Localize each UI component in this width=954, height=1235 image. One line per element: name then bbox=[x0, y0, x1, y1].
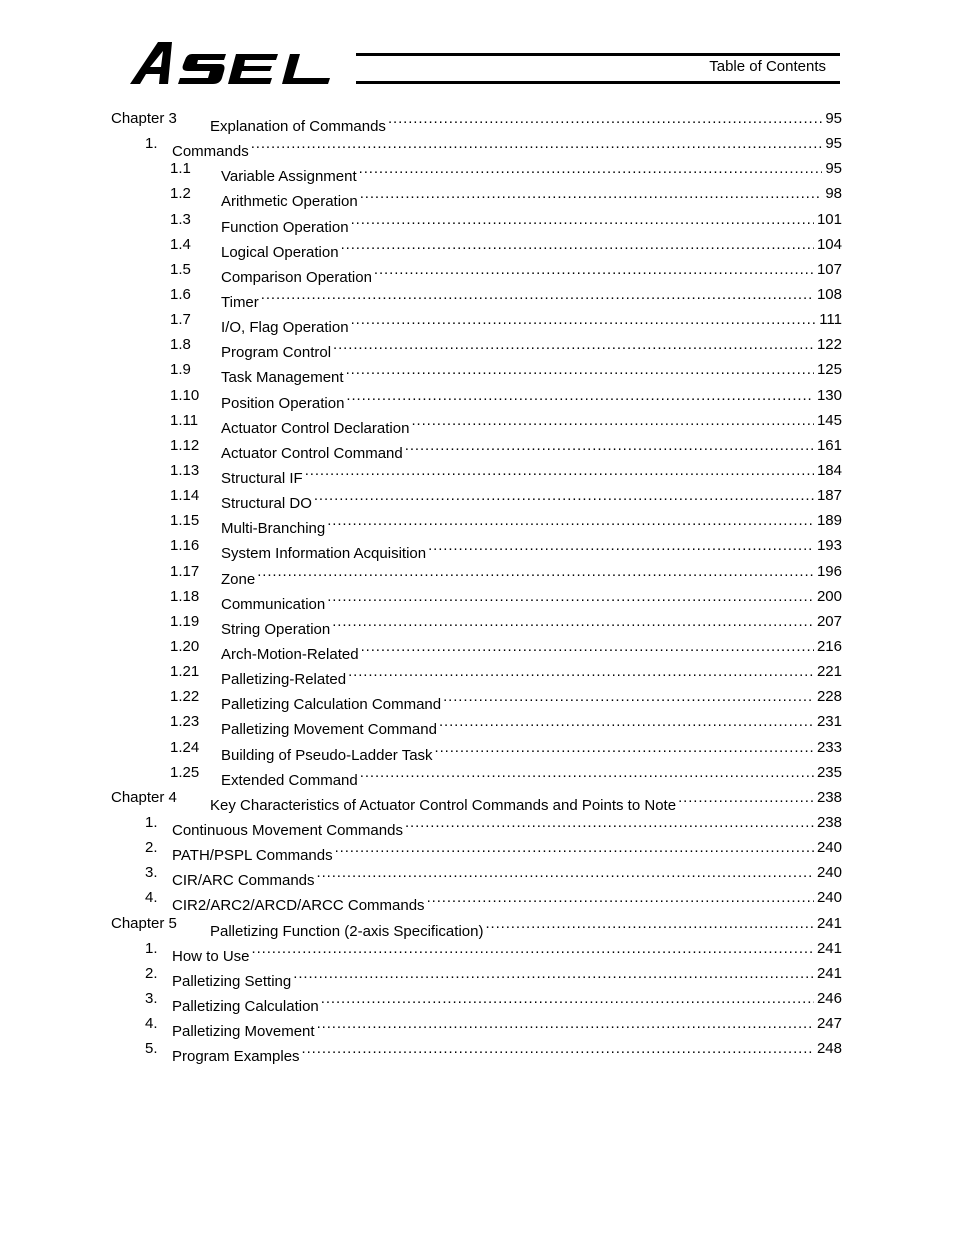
toc-entry-title: Arithmetic Operation bbox=[221, 189, 360, 214]
toc-entry-title: Palletizing Calculation bbox=[172, 994, 321, 1019]
toc-entry-title: Structural DO bbox=[221, 491, 314, 516]
toc-entry-leader bbox=[251, 131, 842, 156]
toc-entry-title: Structural IF bbox=[221, 466, 305, 491]
toc-entry-page: 238 bbox=[814, 810, 842, 835]
toc-entry-page: 98 bbox=[822, 181, 842, 206]
toc-entry-leader bbox=[411, 408, 842, 433]
toc-entry[interactable] bbox=[0, 232, 954, 261]
toc-entry-number: 1.15 bbox=[170, 512, 200, 530]
toc-entry-page: 241 bbox=[814, 911, 842, 936]
toc-entry-number: 1.14 bbox=[170, 487, 200, 505]
toc-entry-page: 125 bbox=[814, 357, 842, 382]
toc-entry-page: 246 bbox=[814, 986, 842, 1011]
toc-entry[interactable] bbox=[0, 835, 954, 865]
toc-entry[interactable] bbox=[0, 810, 954, 839]
toc-entry-page: 221 bbox=[814, 659, 842, 684]
toc-entry-number: 1.5 bbox=[170, 260, 191, 278]
toc-entry-title: Variable Assignment bbox=[221, 164, 359, 189]
toc-entry-leader bbox=[360, 760, 842, 785]
toc-entry-number: 1.7 bbox=[170, 311, 191, 329]
toc-entry-title: Timer bbox=[221, 290, 261, 315]
toc-entry[interactable] bbox=[0, 357, 954, 387]
toc-entry[interactable] bbox=[0, 684, 954, 714]
toc-entry-title: I/O, Flag Operation bbox=[221, 315, 351, 340]
toc-entry[interactable] bbox=[0, 332, 954, 362]
toc-entry[interactable] bbox=[0, 483, 954, 513]
toc-entry-page: 95 bbox=[822, 156, 842, 181]
toc-entry-number: 1.1 bbox=[170, 160, 191, 178]
toc-entry-leader bbox=[351, 207, 842, 232]
toc-entry[interactable] bbox=[0, 458, 954, 487]
toc-entry-leader bbox=[428, 533, 842, 558]
toc-entry[interactable] bbox=[0, 106, 954, 135]
toc-entry-page: 200 bbox=[814, 584, 842, 609]
toc-entry-leader bbox=[360, 181, 842, 206]
toc-entry-title: Task Management bbox=[221, 365, 346, 390]
toc-entry-title: Palletizing-Related bbox=[221, 667, 348, 692]
toc-entry-number: 1.22 bbox=[170, 688, 200, 706]
toc-entry[interactable] bbox=[0, 181, 954, 211]
toc-entry-title: CIR2/ARC2/ARCD/ARCC Commands bbox=[172, 893, 427, 918]
toc-entry[interactable] bbox=[0, 885, 954, 915]
toc-entry-title: Zone bbox=[221, 567, 257, 592]
toc-entry-leader bbox=[257, 559, 842, 584]
toc-entry-title: Extended Command bbox=[221, 768, 360, 793]
toc-entry[interactable] bbox=[0, 659, 954, 689]
toc-entry-title: Building of Pseudo-Ladder Task bbox=[221, 743, 435, 768]
toc-entry-number: 1.10 bbox=[170, 386, 200, 404]
toc-entry-leader bbox=[388, 106, 842, 131]
toc-entry-page: 107 bbox=[814, 257, 842, 282]
toc-entry[interactable] bbox=[0, 609, 954, 638]
toc-entry-number: 1.2 bbox=[170, 185, 191, 203]
toc-entry[interactable] bbox=[0, 307, 954, 337]
toc-entry-page: 161 bbox=[814, 433, 842, 458]
toc-entry-title: Palletizing Setting bbox=[172, 969, 293, 994]
toc-entry-title: Arch-Motion-Related bbox=[221, 642, 361, 667]
toc-entry-number: 1.11 bbox=[170, 411, 199, 429]
toc-entry-number: 2. bbox=[145, 964, 158, 982]
toc-entry-page: 187 bbox=[814, 483, 842, 508]
toc-entry-leader bbox=[317, 860, 842, 885]
toc-entry[interactable] bbox=[0, 433, 954, 462]
toc-entry-number: 1.20 bbox=[170, 637, 200, 655]
toc-entry-page: 240 bbox=[814, 885, 842, 910]
toc-entry[interactable] bbox=[0, 584, 954, 613]
toc-entry-number: 5. bbox=[145, 1040, 158, 1058]
toc-entry-title: Actuator Control Command bbox=[221, 441, 405, 466]
toc-entry-number: 1. bbox=[145, 135, 158, 153]
toc-entry-leader bbox=[443, 684, 842, 709]
toc-entry-number: 4. bbox=[145, 889, 158, 907]
toc-entry-leader bbox=[261, 282, 842, 307]
toc-entry-leader bbox=[293, 961, 842, 986]
toc-entry[interactable] bbox=[0, 785, 954, 814]
toc-entry-number: 1.25 bbox=[170, 763, 200, 781]
toc-entry[interactable] bbox=[0, 156, 954, 186]
toc-entry-number: Chapter 3 bbox=[111, 110, 177, 127]
toc-entry-title: Program Examples bbox=[172, 1044, 302, 1069]
toc-entry-title: Program Control bbox=[221, 340, 333, 365]
toc-entry[interactable] bbox=[0, 408, 954, 437]
toc-entry-page: 108 bbox=[814, 282, 842, 307]
toc-entry-page: 196 bbox=[814, 559, 842, 584]
toc-entry-number: 1.13 bbox=[170, 461, 200, 479]
toc-entry-page: 240 bbox=[814, 860, 842, 885]
header-rule-top bbox=[356, 53, 840, 56]
toc-entry-title: Actuator Control Declaration bbox=[221, 416, 411, 441]
toc-entry-leader bbox=[305, 458, 842, 483]
toc-entry-page: 101 bbox=[814, 207, 842, 232]
toc-entry-title: System Information Acquisition bbox=[221, 541, 428, 566]
toc-entry[interactable] bbox=[0, 735, 954, 764]
toc-entry-title: How to Use bbox=[172, 944, 252, 969]
toc-entry-leader bbox=[321, 986, 842, 1011]
toc-entry-leader bbox=[485, 911, 842, 936]
toc-entry-page: 235 bbox=[814, 760, 842, 785]
toc-entry[interactable] bbox=[0, 911, 954, 940]
toc-entry-title: Palletizing Movement bbox=[172, 1019, 317, 1044]
toc-entry-leader bbox=[405, 433, 842, 458]
toc-entry-number: 3. bbox=[145, 864, 158, 882]
toc-entry-page: 122 bbox=[814, 332, 842, 357]
toc-entry-leader bbox=[302, 1036, 842, 1061]
toc-entry-title: Continuous Movement Commands bbox=[172, 818, 405, 843]
toc-entry-leader bbox=[314, 483, 842, 508]
toc-entry-page: 247 bbox=[814, 1011, 842, 1036]
toc-entry-leader bbox=[359, 156, 842, 181]
toc-entry-title: PATH/PSPL Commands bbox=[172, 843, 335, 868]
toc-entry-page: 241 bbox=[814, 961, 842, 986]
toc-entry[interactable] bbox=[0, 936, 954, 965]
toc-entry-title: Key Characteristics of Actuator Control Commands and Points to Note bbox=[210, 793, 678, 818]
toc-entry-number: 1.9 bbox=[170, 361, 191, 379]
toc-entry-page: 240 bbox=[814, 835, 842, 860]
toc-entry-leader bbox=[346, 383, 842, 408]
toc-entry-leader bbox=[341, 232, 842, 257]
toc-entry-title: Communication bbox=[221, 592, 327, 617]
toc-entry-leader bbox=[348, 659, 842, 684]
toc-entry-number: 4. bbox=[145, 1015, 158, 1033]
toc-entry-page: 95 bbox=[822, 131, 842, 156]
toc-entry-title: Multi-Branching bbox=[221, 516, 327, 541]
toc-entry[interactable] bbox=[0, 282, 954, 311]
toc-entry-leader bbox=[427, 885, 842, 910]
toc-entry-page: 207 bbox=[814, 609, 842, 634]
toc-entry[interactable] bbox=[0, 533, 954, 563]
toc-entry-title: Function Operation bbox=[221, 215, 351, 240]
toc-entry-page: 238 bbox=[814, 785, 842, 810]
toc-entry-number: 1.23 bbox=[170, 713, 200, 731]
toc-entry-leader bbox=[327, 584, 842, 609]
toc-entry-number: 2. bbox=[145, 839, 158, 857]
toc-entry-leader bbox=[335, 835, 842, 860]
toc-entry-title: String Operation bbox=[221, 617, 332, 642]
toc-entry-page: 216 bbox=[814, 634, 842, 659]
toc-entry[interactable] bbox=[0, 709, 954, 739]
toc-entry-page: 95 bbox=[822, 106, 842, 131]
toc-entry-number: Chapter 4 bbox=[111, 788, 177, 806]
toc-entry[interactable] bbox=[0, 961, 954, 990]
toc-entry-page: 189 bbox=[814, 508, 842, 533]
header-rule-bottom bbox=[356, 81, 840, 84]
toc-entry-number: 1. bbox=[145, 813, 158, 831]
toc-entry-number: 3. bbox=[145, 989, 158, 1007]
toc-entry-number: 1.8 bbox=[170, 336, 191, 354]
toc-entry-leader bbox=[333, 332, 842, 357]
toc-entry-number: 1.3 bbox=[170, 210, 191, 228]
toc-entry-title: Palletizing Calculation Command bbox=[221, 692, 443, 717]
toc-entry-title: Comparison Operation bbox=[221, 265, 374, 290]
toc-entry[interactable] bbox=[0, 383, 954, 412]
toc-entry[interactable] bbox=[0, 860, 954, 890]
toc-entry-page: 233 bbox=[814, 735, 842, 760]
toc-entry-number: Chapter 5 bbox=[111, 914, 177, 932]
toc-entry-title-wrap bbox=[172, 1036, 842, 1069]
toc-entry[interactable] bbox=[0, 760, 954, 789]
toc-entry-page: 184 bbox=[814, 458, 842, 483]
toc-entry[interactable] bbox=[0, 207, 954, 236]
toc-entry[interactable] bbox=[0, 131, 954, 161]
toc-entry[interactable] bbox=[0, 986, 954, 1015]
toc-entry-page: 248 bbox=[814, 1036, 842, 1061]
toc-entry-number: 1.24 bbox=[170, 738, 200, 756]
toc-entry-title: Position Operation bbox=[221, 391, 346, 416]
toc-entry-title: CIR/ARC Commands bbox=[172, 868, 317, 893]
toc-entry[interactable] bbox=[0, 1011, 954, 1041]
table-of-contents bbox=[0, 106, 954, 1066]
toc-entry-leader bbox=[252, 936, 842, 961]
toc-entry-leader bbox=[374, 257, 842, 282]
toc-entry-title: Explanation of Commands bbox=[210, 114, 388, 139]
toc-entry-number: 1.12 bbox=[170, 436, 200, 454]
section-title: Table of Contents bbox=[709, 58, 826, 75]
toc-entry-number: 1. bbox=[145, 939, 158, 957]
toc-entry-page: 145 bbox=[814, 408, 842, 433]
toc-entry-leader bbox=[332, 609, 842, 634]
toc-entry[interactable] bbox=[0, 559, 954, 588]
toc-entry-leader bbox=[327, 508, 842, 533]
toc-entry-title: Commands bbox=[172, 139, 251, 164]
page-header bbox=[0, 0, 954, 100]
toc-entry-leader bbox=[435, 735, 842, 760]
toc-entry-title: Logical Operation bbox=[221, 240, 341, 265]
toc-entry-leader bbox=[361, 634, 842, 659]
toc-entry-leader bbox=[405, 810, 842, 835]
toc-entry-page: 193 bbox=[814, 533, 842, 558]
toc-entry-number: 1.19 bbox=[170, 612, 200, 630]
toc-entry-number: 1.16 bbox=[170, 537, 200, 555]
toc-entry[interactable] bbox=[0, 508, 954, 538]
toc-entry-number: 1.21 bbox=[170, 663, 200, 681]
toc-entry[interactable] bbox=[0, 1036, 954, 1066]
toc-entry-page: 111 bbox=[816, 307, 842, 332]
toc-entry-leader bbox=[346, 357, 842, 382]
toc-entry-page: 104 bbox=[814, 232, 842, 257]
toc-entry-page: 130 bbox=[814, 383, 842, 408]
toc-entry-leader bbox=[317, 1011, 842, 1036]
toc-entry-number: 1.6 bbox=[170, 285, 191, 303]
toc-entry-title: Palletizing Function (2-axis Specification) bbox=[210, 919, 485, 944]
toc-entry-page: 228 bbox=[814, 684, 842, 709]
toc-entry-page: 231 bbox=[814, 709, 842, 734]
toc-entry[interactable] bbox=[0, 257, 954, 286]
toc-entry-leader bbox=[351, 307, 842, 332]
asel-logo bbox=[128, 38, 352, 88]
toc-entry-number: 1.17 bbox=[170, 562, 200, 580]
toc-entry-number: 1.4 bbox=[170, 235, 191, 253]
toc-entry-number: 1.18 bbox=[170, 587, 200, 605]
toc-entry[interactable] bbox=[0, 634, 954, 663]
toc-entry-page: 241 bbox=[814, 936, 842, 961]
toc-entry-leader bbox=[439, 709, 842, 734]
toc-entry-title: Palletizing Movement Command bbox=[221, 717, 439, 742]
